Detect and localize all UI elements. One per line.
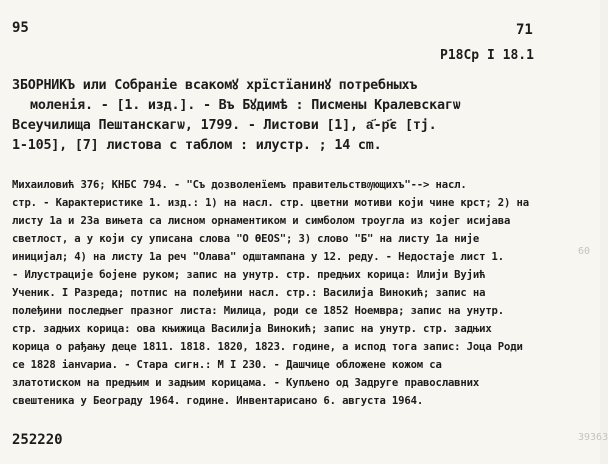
note-line: Михаиловић 376; КНБС 794. - "Съ дозволенїемъ правительствѹющихъ"--> насл. bbox=[12, 179, 467, 191]
note-line: иницијал; 4) на листу 1а реч "Олава" одштампана у 12. реду. - Недостаје лист 1. bbox=[12, 251, 505, 263]
note-line: златотиском на предњим и задњим корицама. - Купљено од Задруге православних bbox=[12, 377, 480, 389]
card-number-right: 71 bbox=[516, 22, 533, 38]
note-line: полеђини последњег празног листа: Милица, роди се 1852 Ноемвра; запис на унутр. bbox=[12, 305, 505, 317]
notes-block bbox=[12, 176, 597, 410]
note-line: светлост, а у који су уписана слова "О ѲЕОS"; 3) слово "Б" на листу 1а није bbox=[12, 233, 480, 245]
side-number: 39363 bbox=[578, 432, 608, 443]
title-line: ЗБОРНИКЪ или Собраніе всакомꙋ хрїстїанинꙋ потребныхъ bbox=[12, 78, 418, 93]
note-line: корица о рађању деце 1811. 1818. 1820, 1823. године, а испод тога запис: Јоца Роди bbox=[12, 341, 523, 353]
call-number: P18Cp I 18.1 bbox=[440, 48, 534, 63]
title-line: моленія. - [1. изд.]. - Въ Бꙋдимѣ : Писмены Кралевскагѡ bbox=[30, 98, 461, 113]
side-mark: 60 bbox=[578, 246, 591, 257]
note-line: листу 1а и 23а вињета са лисном орнаментиком и симболом троугла из којег исијава bbox=[12, 215, 511, 227]
inventory-number: 252220 bbox=[12, 432, 63, 448]
note-line: стр. задњих корица: ова књижица Василија Винокић; запис на унутр. стр. задњих bbox=[12, 323, 492, 335]
title-line: 1-105], [7] листова с таблом : илустр. ; 14 cm. bbox=[12, 138, 382, 153]
note-line: стр. - Карактеристике 1. изд.: 1) на насл. стр. цветни мотиви који чине крст; 2) на bbox=[12, 197, 529, 209]
card-number-left: 95 bbox=[12, 20, 29, 36]
note-line: - Илустрације бојене руком; запис на унутр. стр. предњих корица: Илији Вујић bbox=[12, 269, 486, 281]
title-block bbox=[12, 76, 597, 156]
note-line: свештеника у Београду 1964. године. Инвентарисано 6. августа 1964. bbox=[12, 395, 424, 407]
title-line: Всеучилища Пештанскагѡ, 1799. - Листови [1], а҃-р҃є [тј. bbox=[12, 118, 437, 133]
note-line: Ученик. I Разреда; потпис на полеђини насл. стр.: Василија Винокић; запис на bbox=[12, 287, 486, 299]
note-line: се 1828 iанѵариа. - Стара сигн.: М I 230. - Дашчице обложене кожом са bbox=[12, 359, 442, 371]
